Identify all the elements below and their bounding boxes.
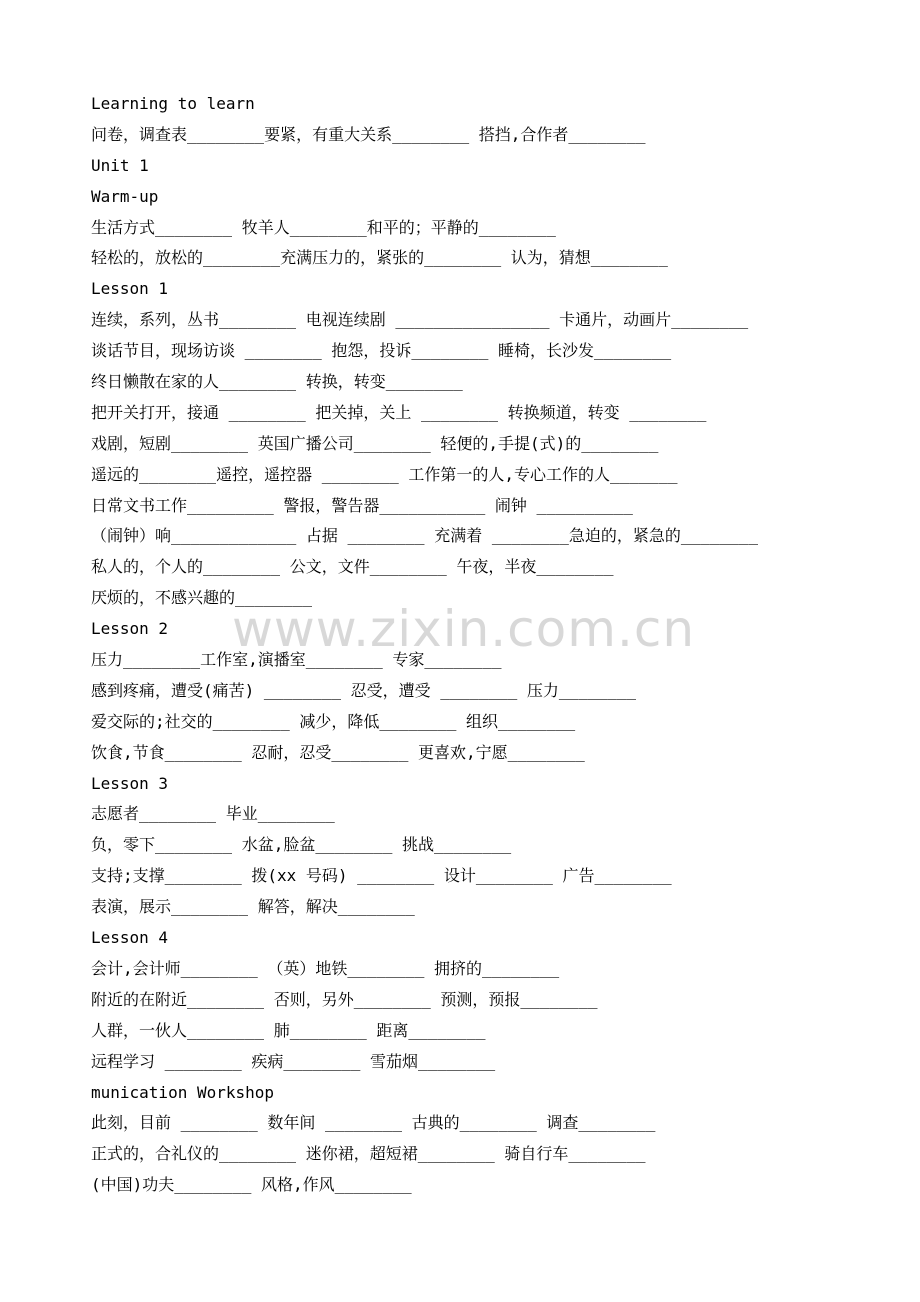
vocab-line: 厌烦的，不感兴趣的________ <box>91 588 313 608</box>
heading-communication-workshop: munication Workshop <box>91 1082 275 1102</box>
vocab-line: 远程学习 ________ 疾病________ 雪茄烟________ <box>91 1051 496 1071</box>
vocab-line: 终日懒散在家的人________ 转换，转变________ <box>91 372 463 392</box>
heading-lesson-3: Lesson 3 <box>91 773 169 793</box>
vocab-line: 感到疼痛，遭受(痛苦) ________ 忍受，遭受 ________ 压力________ <box>91 680 636 700</box>
heading-lesson-1: Lesson 1 <box>91 279 169 299</box>
vocab-line: 生活方式________ 牧羊人________和平的；平静的________ <box>91 217 556 237</box>
vocab-line: 连续，系列，丛书________ 电视连续剧 ________________ 卡通片，动画片________ <box>91 310 749 330</box>
vocab-line: 谈话节目，现场访谈 ________ 抱怨，投诉________ 睡椅，长沙发________ <box>91 341 672 361</box>
vocab-line: 表演，展示________ 解答，解决________ <box>91 897 415 917</box>
vocab-line: 此刻，目前 ________ 数年间 ________ 古典的________ 调查________ <box>91 1113 656 1133</box>
heading-lesson-2: Lesson 2 <box>91 619 169 639</box>
vocab-line: 负，零下________ 水盆,脸盆________ 挑战________ <box>91 835 512 855</box>
vocab-line: 支持;支撑________ 拨(xx 号码) ________ 设计________ 广告________ <box>91 866 672 886</box>
vocab-line: 人群，一伙人________ 肺________ 距离________ <box>91 1020 486 1040</box>
document-body <box>91 89 881 1201</box>
heading-warm-up: Warm-up <box>91 186 159 206</box>
vocab-line: 日常文书工作_________ 警报，警告器___________ 闹钟 __________ <box>91 495 633 515</box>
vocab-line: 私人的，个人的________ 公文，文件________ 午夜，半夜________ <box>91 557 614 577</box>
vocab-line: 把开关打开，接通 ________ 把关掉，关上 ________ 转换频道，转变 ________ <box>91 402 707 422</box>
vocab-line: 遥远的________遥控，遥控器 ________ 工作第一的人,专心工作的人_______ <box>91 464 678 484</box>
vocab-line: 附近的在附近________ 否则，另外________ 预测，预报________ <box>91 989 598 1009</box>
heading-unit-1: Unit 1 <box>91 155 149 175</box>
heading-learning-to-learn: Learning to learn <box>91 94 255 113</box>
vocab-line: 饮食,节食________ 忍耐，忍受________ 更喜欢,宁愿________ <box>91 742 585 762</box>
vocab-line: 问卷，调查表________要紧，有重大关系________ 搭挡,合作者________ <box>91 124 646 144</box>
vocab-line: 正式的，合礼仪的________ 迷你裙，超短裙________ 骑自行车________ <box>91 1144 646 1164</box>
vocab-line: 压力________工作室,演播室________ 专家________ <box>91 650 502 670</box>
vocab-line: (中国)功夫________ 风格,作风________ <box>91 1175 412 1195</box>
vocab-line: 轻松的，放松的________充满压力的，紧张的________ 认为，猜想________ <box>91 248 668 268</box>
watermark: www.zixin.com.cn <box>232 600 696 658</box>
vocab-line: 志愿者________ 毕业________ <box>91 804 335 824</box>
vocab-line: （闹钟）响_____________ 占据 ________ 充满着 ________急迫的，紧急的________ <box>91 526 758 546</box>
heading-lesson-4: Lesson 4 <box>91 928 169 948</box>
vocab-line: 爱交际的;社交的________ 减少，降低________ 组织________ <box>91 711 576 731</box>
vocab-line: 戏剧，短剧________ 英国广播公司________ 轻便的,手提(式)的________ <box>91 433 659 453</box>
vocab-line: 会计,会计师________ （英）地铁________ 拥挤的________ <box>91 958 560 978</box>
